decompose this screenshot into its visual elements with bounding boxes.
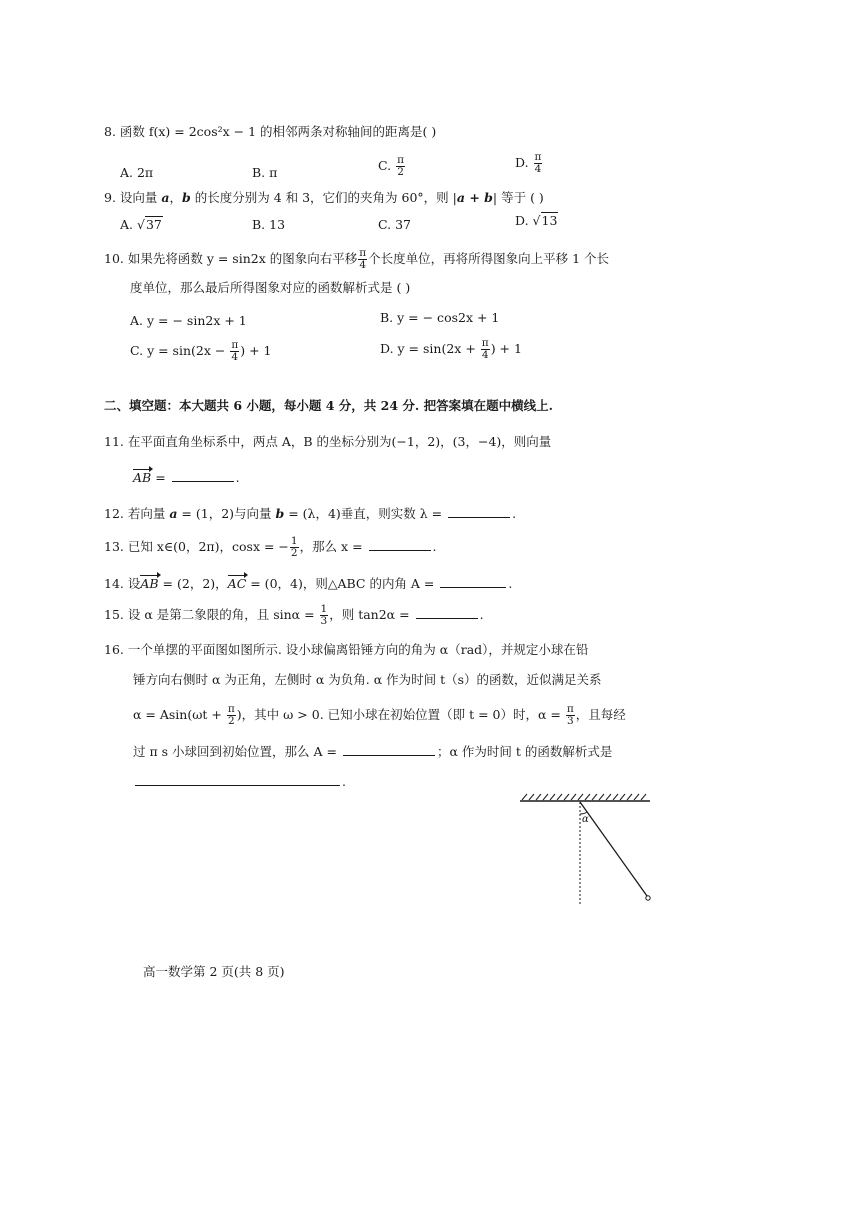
question-15: 15. 设 α 是第二象限的角，且 sinα = $\frac{1}{3}$ ，则 tan2α = . <box>104 603 484 628</box>
q10-option-a: A. y = − sin2x + 1 <box>130 313 247 328</box>
ceiling-hatching <box>520 794 650 801</box>
q16-answer-blank-a[interactable] <box>343 754 435 756</box>
question-16-line5: . <box>133 774 346 789</box>
q13-answer-blank[interactable] <box>369 549 431 551</box>
q9-option-b: B. 13 <box>252 217 286 232</box>
question-8-stem: 8. 函数 f(x) = 2cos²x − 1 的相邻两条对称轴间的距离是( ) <box>104 124 437 139</box>
question-10-line2: 度单位，那么最后所得图象对应的函数解析式是 ( ) <box>130 280 411 295</box>
q15-answer-blank[interactable] <box>416 617 478 619</box>
question-16-line3: α = Asin(ωt + $\frac{\pi}{2}$ )，其中 ω > 0. 已知小球在初始位置（即 t = 0）时，α = $\frac{\pi}{3}$ ，且每经 <box>133 703 626 728</box>
q8-option-d: D. $\frac{\pi}{4}$ <box>515 151 542 176</box>
q16-answer-blank-expression[interactable] <box>135 784 340 786</box>
pendulum-ball <box>646 896 650 900</box>
question-16-line1: 16. 一个单摆的平面图如图所示. 设小球偏离铅锤方向的角为 α（rad），并规定小球在铅 <box>104 642 589 657</box>
question-13: 13. 已知 x∈(0，2π)，cosx = − $\frac{1}{2}$ ，那么 x = . <box>104 535 437 560</box>
q10-option-b: B. y = − cos2x + 1 <box>380 310 500 325</box>
section-2-heading: 二、填空题：本大题共 6 小题，每小题 4 分，共 24 分. 把答案填在题中横线上. <box>104 398 553 413</box>
page-footer: 高一数学第 2 页(共 8 页) <box>143 964 285 979</box>
question-11-line1: 11. 在平面直角坐标系中，两点 A，B 的坐标分别为(−1，2)，(3，−4)，则向量 <box>104 434 552 449</box>
q9-option-c: C. 37 <box>378 217 411 232</box>
q8-option-b: B. π <box>252 165 278 180</box>
angle-label: α <box>582 814 589 825</box>
q8-option-a: A. 2π <box>120 165 154 180</box>
question-12: 12. 若向量 a = (1，2)与向量 b = (λ，4)垂直，则实数 λ = . <box>104 506 517 521</box>
question-14: 14. 设AB = (2，2)，AC = (0，4)，则△ABC 的内角 A = . <box>104 576 513 591</box>
q10-option-c: C. y = sin(2x − $\frac{\pi}{4}$ ) + 1 <box>130 339 272 364</box>
question-9-stem: 9. 设向量 a，b 的长度分别为 4 和 3，它们的夹角为 60°，则 |a + b| 等于 ( ) <box>104 190 544 205</box>
question-10-line1: 10. 如果先将函数 y = sin2x 的图象向右平移 $\frac{\pi}{4}$ 个长度单位，再将所得图象向上平移 1 个长 <box>104 247 610 272</box>
pendulum-diagram <box>516 790 656 910</box>
question-16-line2: 锤方向右侧时 α 为正角，左侧时 α 为负角. α 作为时间 t（s）的函数，近似满足关系 <box>133 672 602 687</box>
q9-option-d: D. √13 <box>515 213 558 228</box>
q10-option-d: D. y = sin(2x + $\frac{\pi}{4}$ ) + 1 <box>380 337 522 362</box>
pendulum-string <box>580 802 647 896</box>
q14-answer-blank[interactable] <box>440 586 506 588</box>
question-16-line4: 过 π s 小球回到初始位置，那么 A = ；α 作为时间 t 的函数解析式是 <box>133 744 613 759</box>
q9-option-a: A. √37 <box>120 217 162 232</box>
question-11-line2: AB = . <box>133 470 240 485</box>
q8-option-c: C. $\frac{\pi}{2}$ <box>378 154 404 179</box>
q11-answer-blank[interactable] <box>172 480 234 482</box>
q12-answer-blank[interactable] <box>448 516 510 518</box>
